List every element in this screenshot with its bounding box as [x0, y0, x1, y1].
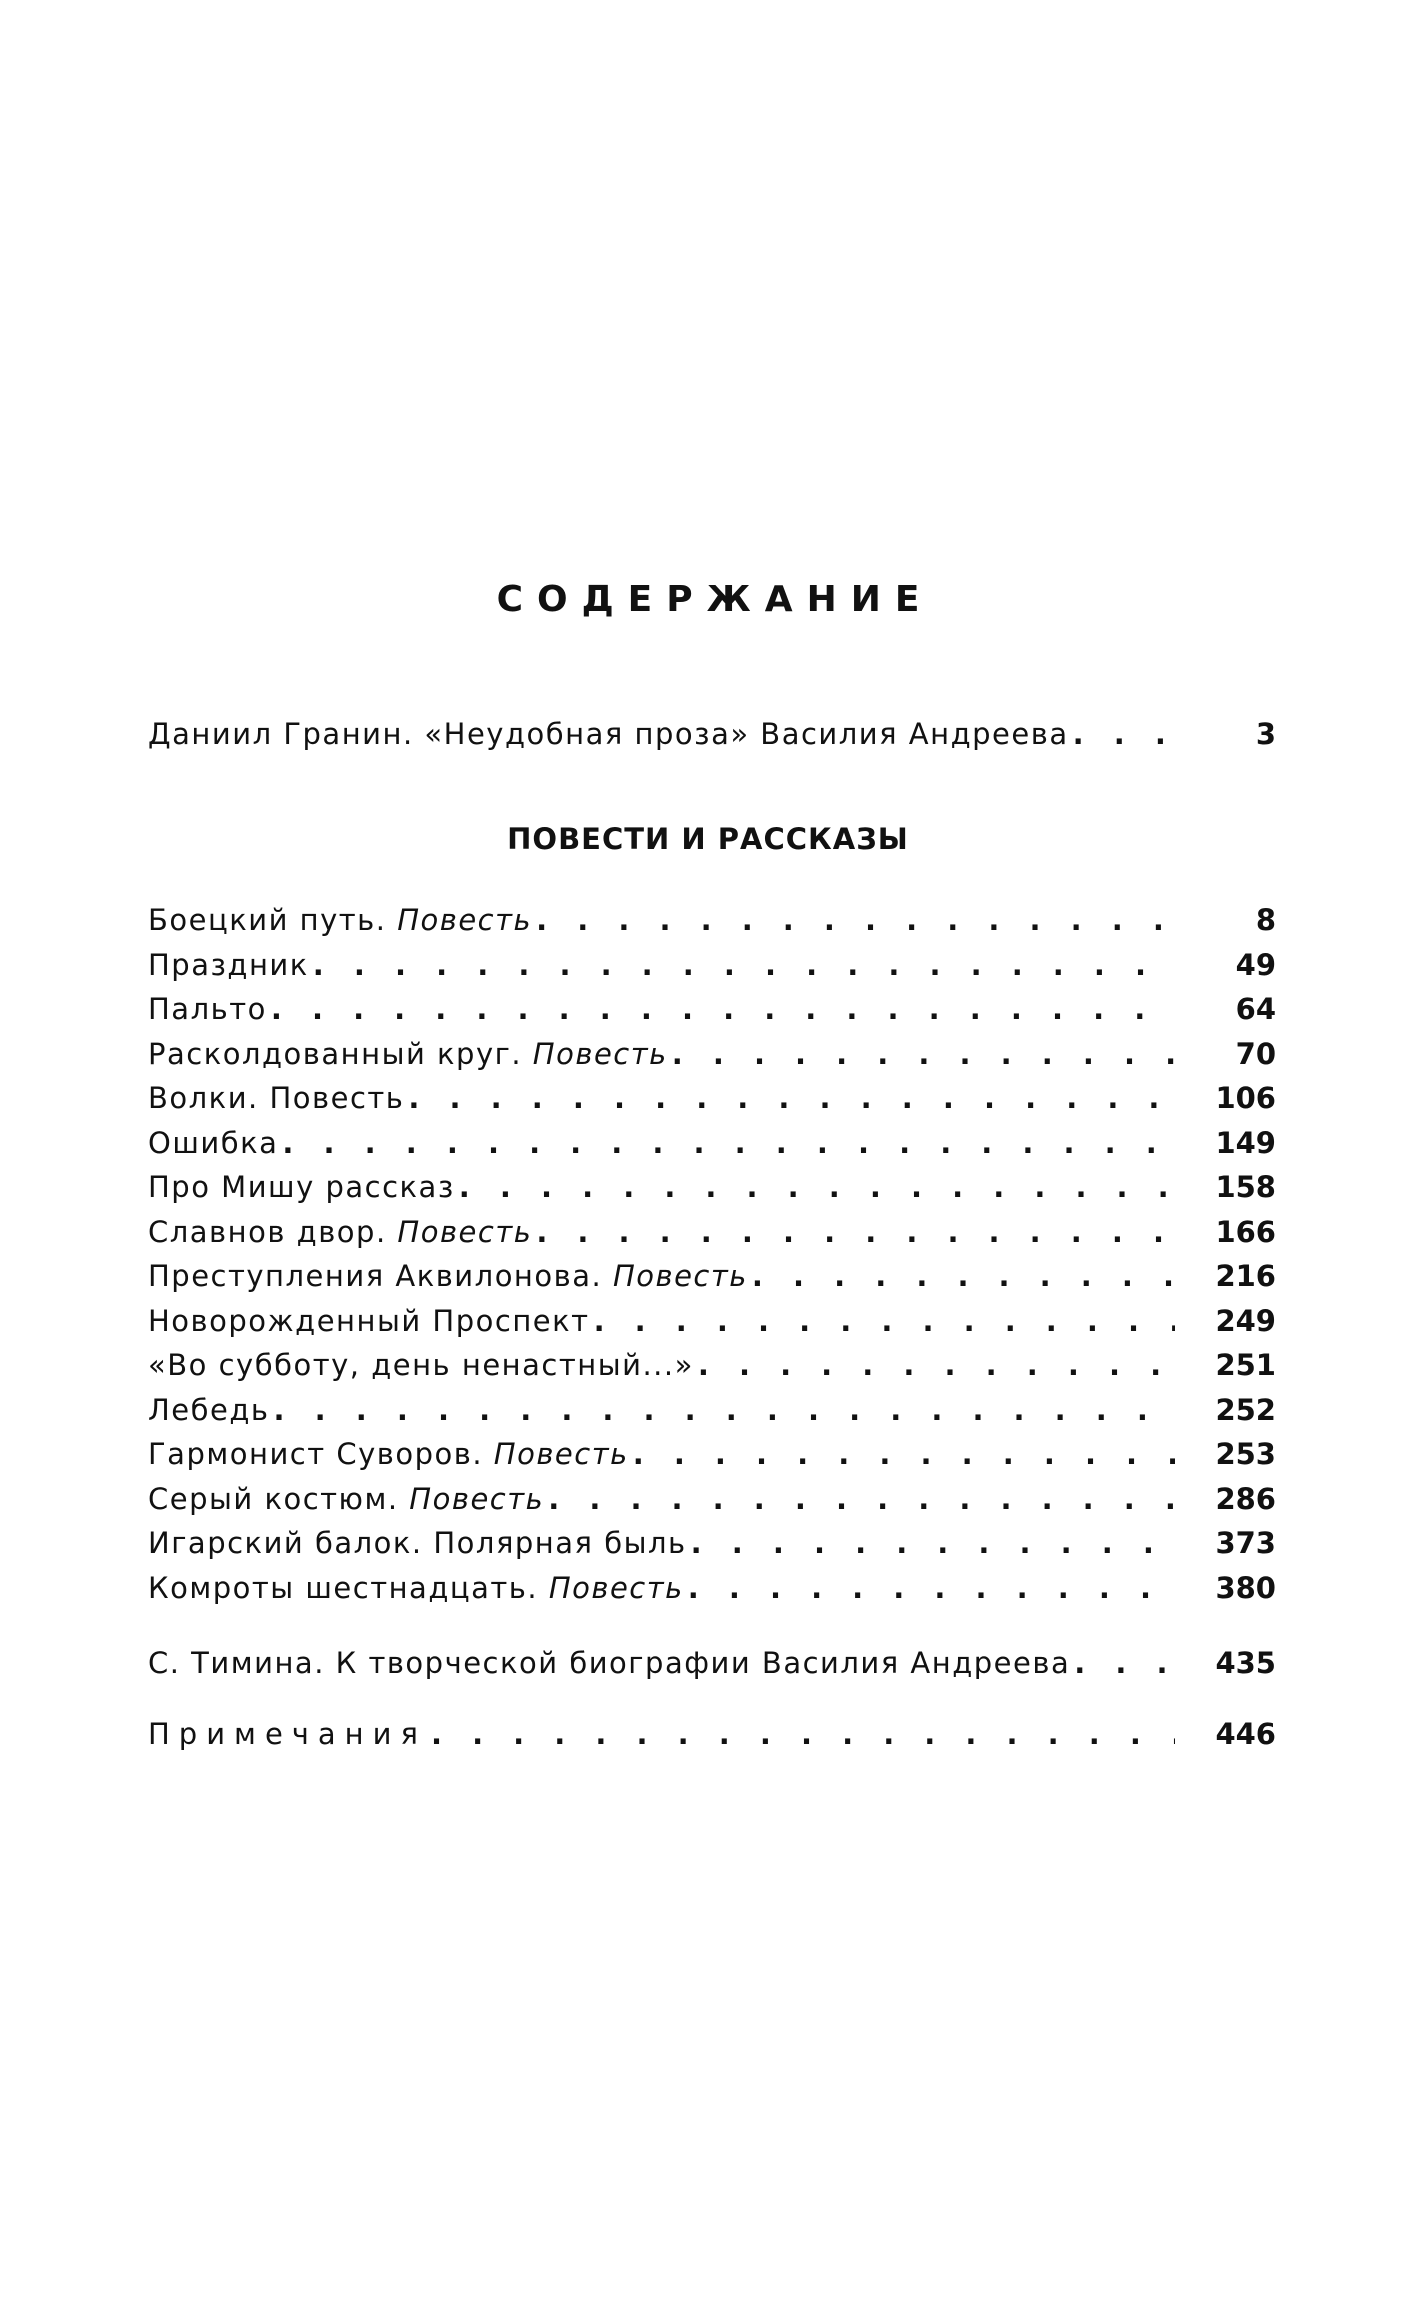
toc-page-number: 49: [1235, 947, 1276, 982]
page-title: СОДЕРЖАНИЕ: [496, 579, 934, 621]
dot-leader: [590, 1299, 1176, 1344]
toc-page-number: 149: [1215, 1125, 1276, 1160]
toc-entry-title: Лебедь: [148, 1392, 270, 1427]
toc-page-number: 373: [1215, 1526, 1276, 1560]
toc-notes: [148, 1712, 1276, 1757]
toc-entry-title: Боецкий путь. Повесть: [148, 903, 533, 937]
toc-page-number: 64: [1235, 992, 1276, 1026]
dot-leader: [278, 1121, 1175, 1166]
toc-entry-title: Ошибка: [148, 1125, 279, 1160]
toc-entry-title: Новорожденный Проспект: [148, 1303, 590, 1338]
toc-page-number: 70: [1235, 1036, 1276, 1071]
toc-row[interactable]: [148, 1254, 1276, 1299]
toc-row[interactable]: [148, 1076, 1276, 1121]
dot-leader: [1069, 712, 1176, 757]
toc-entry-title: Гармонист Суворов. Повесть: [148, 1437, 629, 1471]
dot-leader: [404, 1076, 1175, 1121]
dot-leader: [427, 1712, 1176, 1757]
toc-entry-title: Волки. Повесть: [148, 1081, 405, 1115]
dot-leader: [267, 987, 1176, 1032]
dot-leader: [455, 1165, 1176, 1210]
toc-page-number: 106: [1215, 1081, 1276, 1115]
dot-leader: [1070, 1641, 1175, 1686]
toc-row[interactable]: [148, 1432, 1276, 1477]
dot-leader: [532, 898, 1176, 943]
toc-page-number: 252: [1215, 1392, 1276, 1427]
toc-page-number: 253: [1215, 1437, 1276, 1471]
toc-row[interactable]: [148, 1477, 1276, 1522]
toc-page-number: 3: [1255, 717, 1276, 751]
toc-entry-title: Серый костюм. Повесть: [148, 1481, 545, 1516]
toc-row[interactable]: [148, 1641, 1276, 1686]
toc-entry-title: Пальто: [148, 992, 267, 1026]
toc-entry-title: Преступления Аквилонова. Повесть: [148, 1259, 748, 1293]
dot-leader: [684, 1566, 1176, 1611]
dot-leader: [668, 1032, 1176, 1077]
toc-row[interactable]: [148, 1121, 1276, 1166]
toc-list: [148, 898, 1276, 1610]
toc-entry-title: Комроты шестнадцать. Повесть: [148, 1570, 684, 1605]
toc-page-number: 380: [1215, 1570, 1276, 1605]
dot-leader: [532, 1210, 1175, 1255]
toc-row[interactable]: [148, 943, 1276, 988]
toc-entry-title: Даниил Гранин. «Неудобная проза» Василия Андреева: [148, 717, 1069, 751]
toc-intro: [148, 712, 1276, 757]
toc-page-number: 446: [1215, 1717, 1276, 1751]
toc-entry-title: Про Мишу рассказ: [148, 1170, 455, 1204]
dot-leader: [270, 1388, 1176, 1433]
dot-leader: [544, 1477, 1175, 1522]
toc-row[interactable]: [148, 987, 1276, 1032]
toc-row[interactable]: [148, 1210, 1276, 1255]
toc-entry-title: Игарский балок. Полярная быль: [148, 1526, 687, 1560]
toc-afterword: [148, 1641, 1276, 1686]
section-heading: ПОВЕСТИ И РАССКАЗЫ: [507, 822, 909, 856]
toc-entry-title: Примечания: [148, 1717, 427, 1751]
toc-page-number: 8: [1255, 903, 1276, 937]
toc-row[interactable]: [148, 1388, 1276, 1433]
toc-row[interactable]: [148, 898, 1276, 943]
dot-leader: [309, 943, 1176, 988]
toc-entry-title: «Во субботу, день ненастный...»: [148, 1348, 694, 1382]
toc-entry-title: Праздник: [148, 947, 309, 982]
toc-page-number: 158: [1215, 1170, 1276, 1204]
toc-entry-title: Славнов двор. Повесть: [148, 1214, 533, 1249]
toc-page-number: 251: [1215, 1348, 1276, 1382]
toc-page-number: 249: [1215, 1303, 1276, 1338]
dot-leader: [687, 1521, 1176, 1566]
toc-page-number: 435: [1215, 1646, 1276, 1680]
toc-row[interactable]: [148, 712, 1276, 757]
toc-row[interactable]: [148, 1566, 1276, 1611]
toc-page-number: 166: [1215, 1214, 1276, 1249]
toc-row[interactable]: [148, 1343, 1276, 1388]
toc-row[interactable]: [148, 1032, 1276, 1077]
toc-row[interactable]: [148, 1299, 1276, 1344]
toc-row[interactable]: [148, 1165, 1276, 1210]
dot-leader: [629, 1432, 1176, 1477]
toc-row[interactable]: [148, 1521, 1276, 1566]
toc-row[interactable]: [148, 1712, 1276, 1757]
toc-entry-title: Расколдованный круг. Повесть: [148, 1036, 668, 1071]
toc-page-number: 216: [1215, 1259, 1276, 1293]
dot-leader: [748, 1254, 1176, 1299]
toc-page-number: 286: [1215, 1481, 1276, 1516]
dot-leader: [694, 1343, 1176, 1388]
toc-entry-title: С. Тимина. К творческой биографии Василия Андреева: [148, 1646, 1071, 1680]
